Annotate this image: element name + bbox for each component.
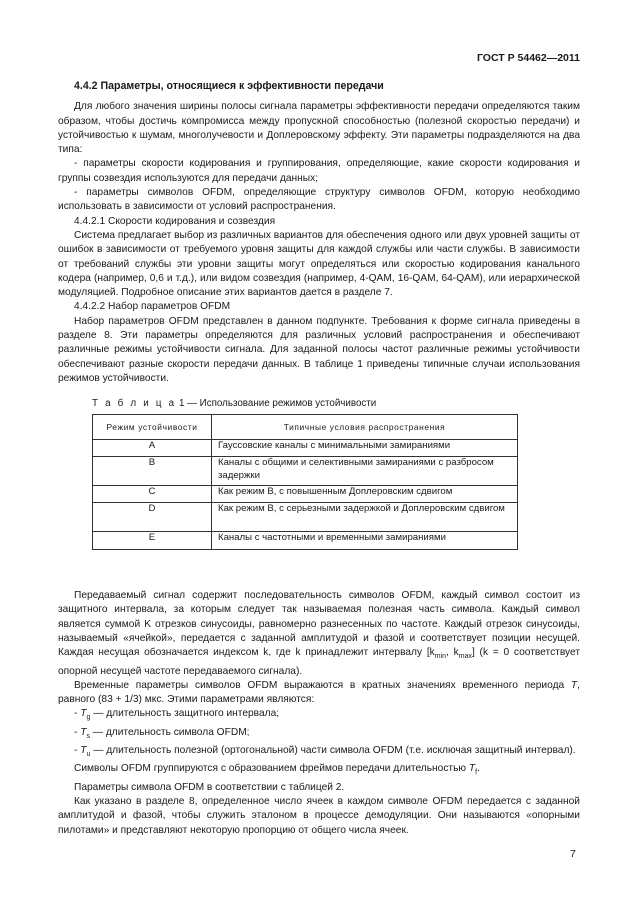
document-id: ГОСТ Р 54462—2011 [476,52,580,64]
paragraph: Для любого значения ширины полосы сигнала параметры эффективности передачи определяются таким образом, чтобы достичь компромисса между пропускной способностью (полезной скоростью передачи) и устойчивостью к шумам, многолучевости и Доплеровскому эффекту. Эти параметры подразделяются на два типа: [58,101,580,156]
conditions-cell: Как режим B, с серьезными задержкой и Доплеровским сдвигом [212,503,518,532]
column-header-mode: Режим устойчивости [93,415,212,440]
paragraph: Система предлагает выбор из различных вариантов для обеспечения одного или двух уровней защиты от ошибок в зависимости от требуемого уровня защиты для каждой службы или части службы. В зависимости от требований службы эти уровни защиты могут определяться или скоростью кодирования канального кодера (например, 0,6 и т.д.), или видом созвездия (например, 4-QAM, 16-QAM, 64-QAM), или иерархической модуляцией. Подробное описание этих вариантов дается в разделе 7. [58,229,580,299]
conditions-cell: Каналы с частотными и временными замираниями [212,532,518,550]
ofdm-description [58,589,580,838]
list-item: - $T_g$ — длительность защитного интервала; [74,708,280,722]
conditions-cell: Как режим B, с повышенным Доплеровским сдвигом [212,486,518,503]
mode-cell: A [93,440,212,457]
table-caption-text: 1 — Использование режимов устойчивости [178,398,377,409]
mode-cell: D [93,503,212,532]
table-caption-prefix: Т а б л и ц а [92,398,177,409]
paragraph: Набор параметров OFDM представлен в данном подпункте. Требования к форме сигнала приведены в разделе 8. Эти параметры определяются для различных условий распространения и обеспечивают различные режимы устойчивости сигнала. Для заданной полосы частот различные режимы устойчивости обеспечивают разные скорости передачи данных. В таблице 1 приведены типичные случаи использования режимов устойчивости. [58,315,580,384]
subsection-heading: 4.4.2.2 Набор параметров OFDM [74,301,231,313]
table-caption [92,398,376,409]
page-number: 7 [570,848,576,860]
paragraph: Параметры символа OFDM в соответствии с таблицей 2. [74,781,345,793]
table-row [93,532,518,550]
paragraph: Как указано в разделе 8, определенное число ячеек в каждом символе OFDM передается с заданной амплитудой и фазой, чтобы служить эталоном в процессе демодуляции. Они называются «опорными пилотами» и представляют некоторую пропорцию от общего числа ячеек. [58,796,580,836]
mode-cell: B [93,457,212,486]
table-row [93,503,518,532]
section-4-4-2 [58,79,580,386]
column-header-conditions: Типичные условия распространения [212,415,518,440]
conditions-cell: Каналы с общими и селективными замираниями с разбросом задержки [212,457,518,486]
paragraph: Передаваемый сигнал содержит последовательность символов OFDM, каждый символ состоит из защитного интервала, за которым следует так называемая полезная часть символа. Каждый символ является суммой K отрезков синусоиды, равномерно разнесенных по частоте. Каждый отрезок синусоиды, называемый «ячейкой», передается с заданной амплитудой и фазой и соответствует позиции несущей. Каждая несущая обозначается индексом k, где k принадлежит интервалу [$k_{min}$, $k_{max}$] (k = 0 соответствует опорной несущей частоте передаваемого сигнала). [58,590,580,677]
mode-cell: C [93,486,212,503]
conditions-cell: Гауссовские каналы с минимальными замираниями [212,440,518,457]
list-item: - $T_s$ — длительность символа OFDM; [74,726,250,740]
list-item: - $T_u$ — длительность полезной (ортогональной) части символа OFDM (т.е. исключая защитный интервал). [74,745,576,759]
section-heading: 4.4.2 Параметры, относящиеся к эффективности передачи [74,80,384,92]
table-row [93,440,518,457]
table-row [93,486,518,503]
paragraph: - параметры скорости кодирования и группирования, определяющие, какие скорости кодирования и группы созвездия используются для передачи данных; [58,158,580,184]
subsection-heading: 4.4.2.1 Скорости кодирования и созвездия [74,215,276,227]
paragraph: Временные параметры символов OFDM выражаются в кратных значениях временного периода T, равного (83 + 1/3) мкс. Этими параметрами являются: [58,679,580,706]
table-header-row [93,415,518,440]
robustness-modes-table [92,414,518,550]
mode-cell: E [93,532,212,550]
paragraph: - параметры символов OFDM, определяющие структуру символов OFDM, которую необходимо использовать в зависимости от условий распространения. [58,187,580,213]
table-row [93,457,518,486]
paragraph: Символы OFDM группируются с образованием фреймов передачи длительностью $T_f$. [74,763,480,777]
